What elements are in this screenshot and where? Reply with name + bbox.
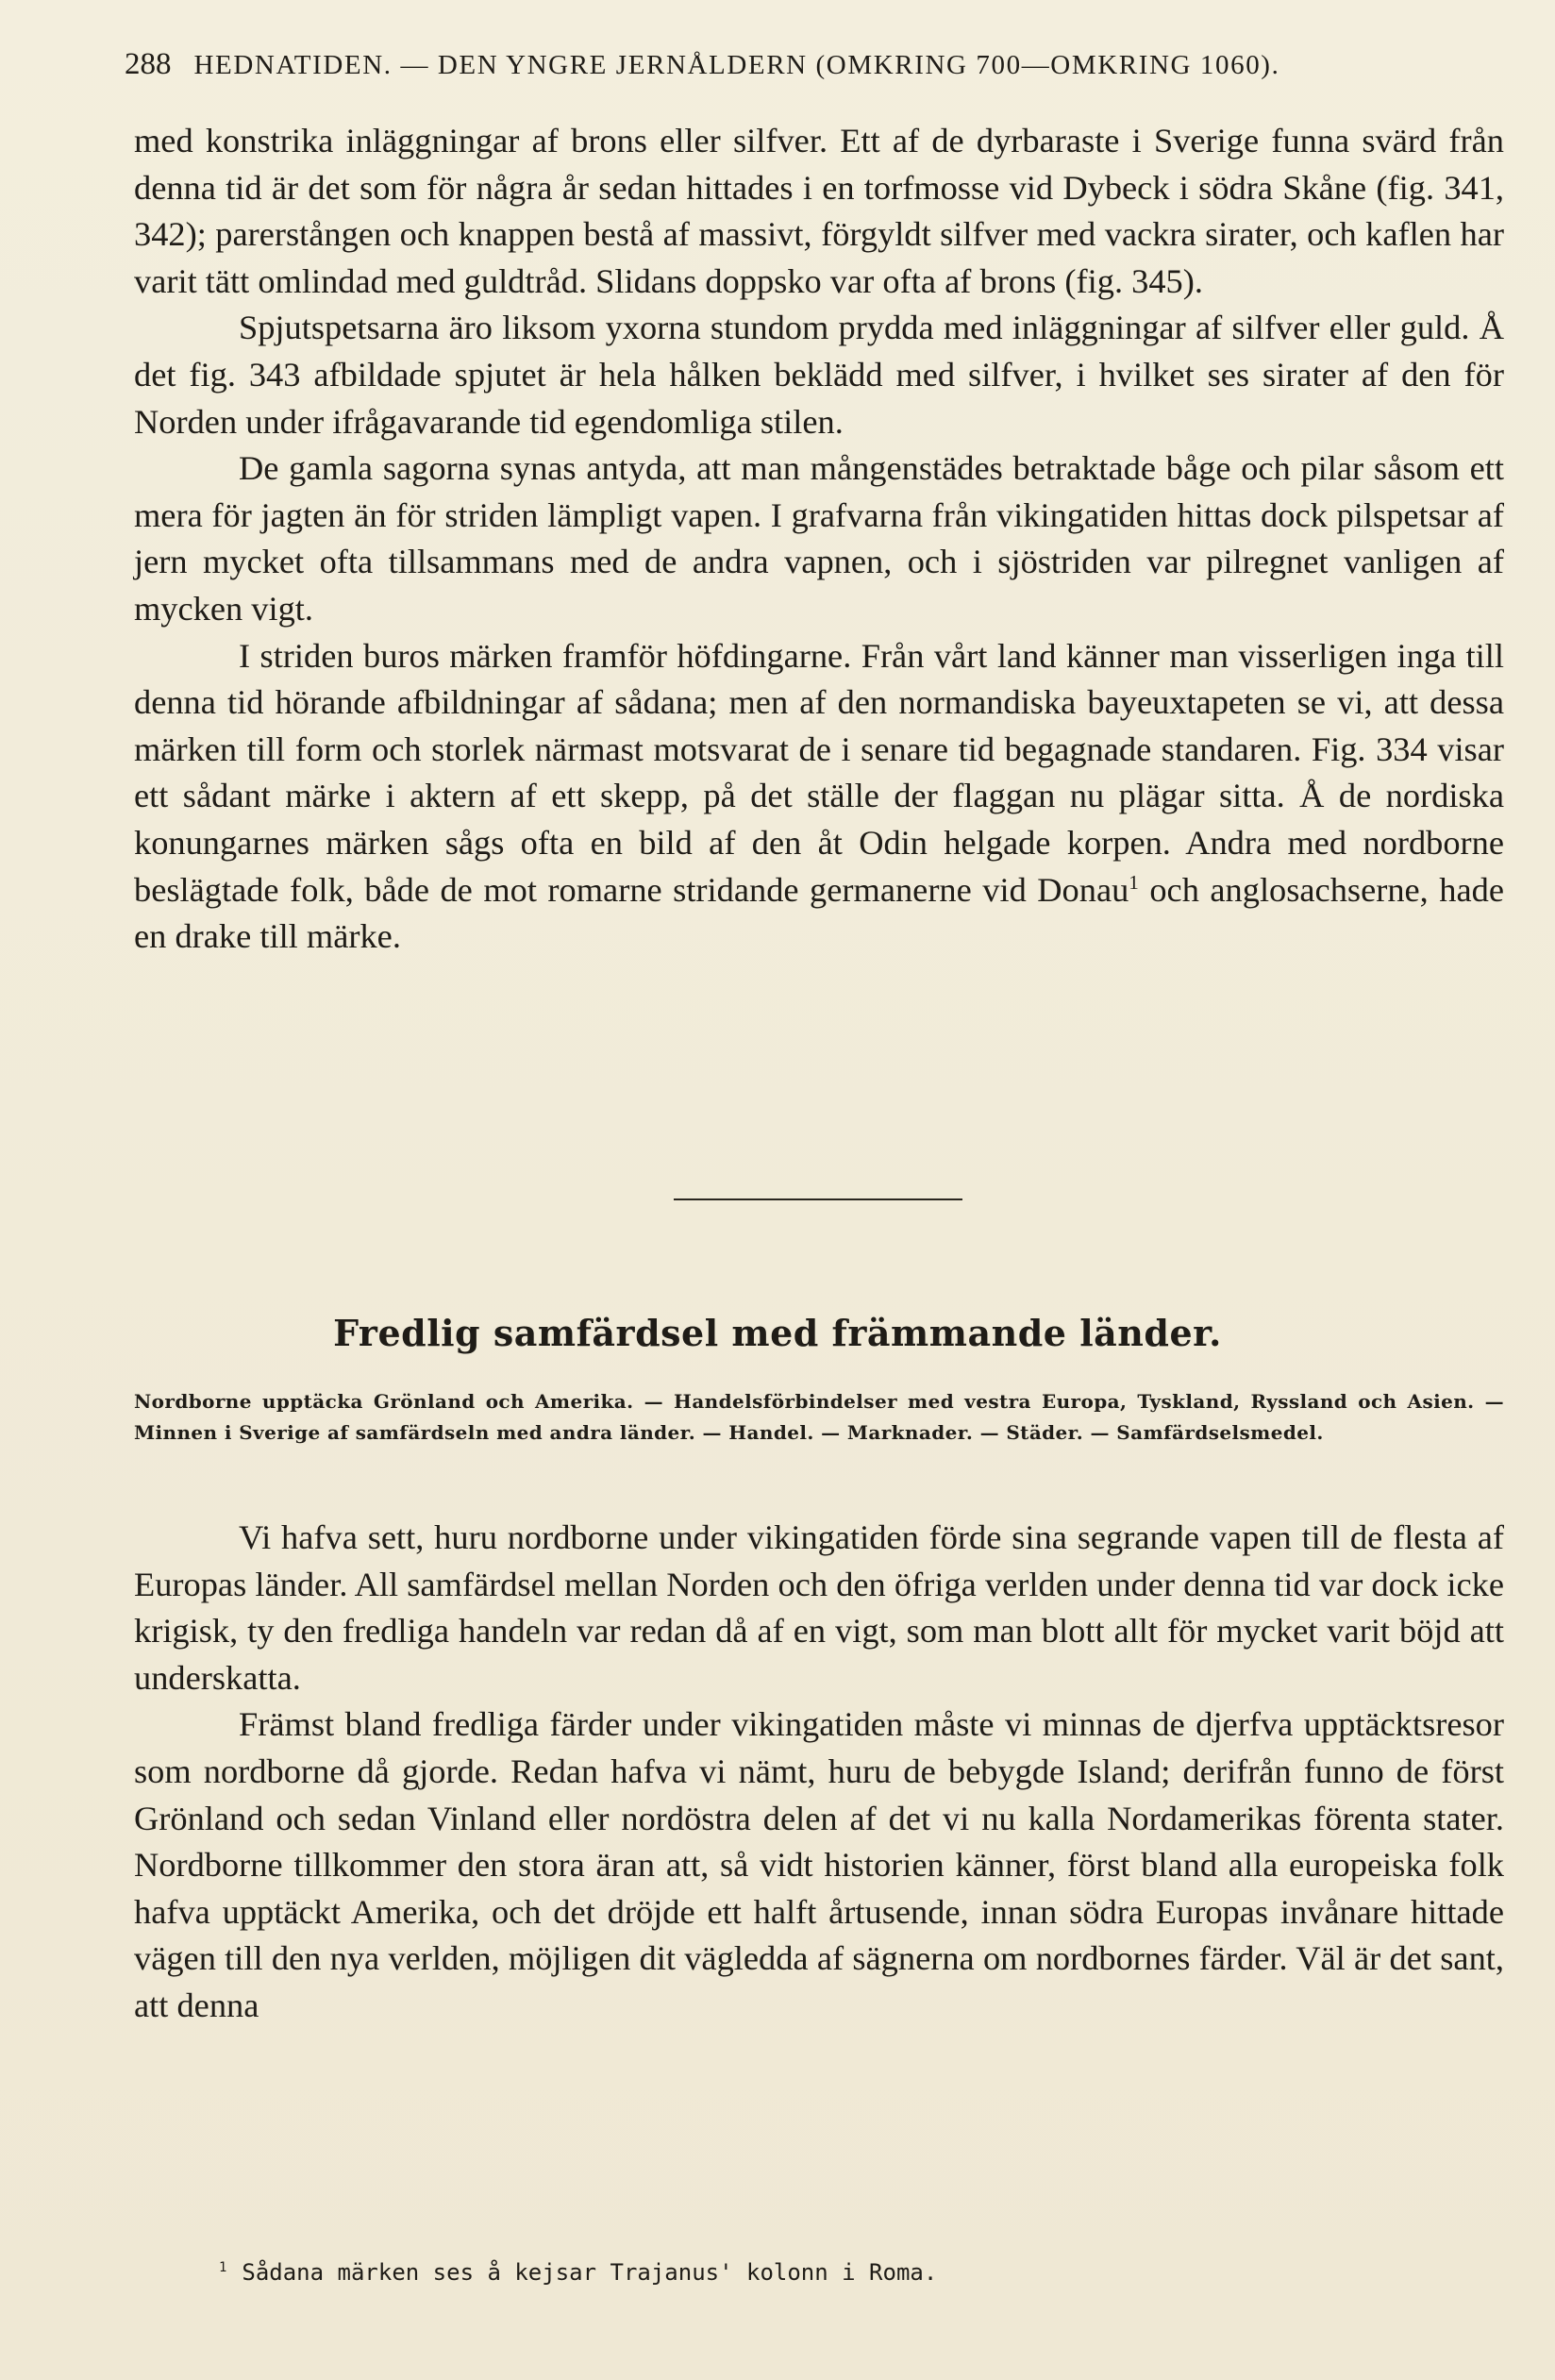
text-block-upper: [134, 118, 1504, 961]
section-divider: [674, 1198, 962, 1200]
paragraph: Främst bland fredliga färder under vikingatiden måste vi minnas de djerfva upptäcktsresor som nordborne då gjorde. Redan hafva vi nämt, huru de bebygde Island; derifrån funno de först Grönland och sedan Vinland eller nordöstra delen af det vi nu kalla Nordamerikas förenta stater. Nordborne tillkommer den stora äran att, så vidt historien känner, först bland alla europeiska folk hafva upptäckt Amerika, och det dröjde ett halft årtusende, innan södra Europas invånare hittade vägen till den nya verlden, möjligen dit vägledda af sägnerna om nordbornes färder. Väl är det sant, att denna: [134, 1705, 1504, 2024]
footnote-marker: 1: [219, 2260, 227, 2275]
section-summary: Nordborne upptäcka Grönland och Amerika. — Handelsförbindelser med vestra Europa, Tyskland, Ryssland och Asien. — Minnen i Sverige af samfärdseln med andra länder. — Handel. — Marknader. — Städer. — Samfärdselsmedel.: [134, 1390, 1504, 1444]
paragraph: Spjutspetsarna äro liksom yxorna stundom prydda med inläggningar af silfver eller guld. Å det fig. 343 afbildade spjutet är hela hålken beklädd med silfver, i hvilket ses sirater af den för Norden under ifrågavarande tid egendomliga stilen.: [134, 309, 1504, 441]
paragraph-text-cont: och anglosachserne, hade en drake till märke.: [134, 870, 1504, 956]
running-title: HEDNATIDEN. — DEN YNGRE JERNÅLDERN (OMKRING 700—OMKRING 1060).: [193, 50, 1280, 80]
paragraph-with-footnote: [134, 633, 1504, 961]
footnote-reference: 1: [1129, 870, 1139, 894]
paragraph: Vi hafva sett, huru nordborne under vikingatiden förde sina segrande vapen till de flesta af Europas länder. All samfärdsel mellan Norden och den öfriga verlden under denna tid var dock icke krigisk, ty den fredliga handeln var redan då af en vigt, som man blott allt för mycket varit böjd att underskatta.: [134, 1518, 1504, 1697]
section-title: Fredlig samfärdsel med främmande länder.: [333, 1312, 1222, 1354]
paragraph-text: I striden buros märken framför höfdingarne. Från vårt land känner man visserligen inga till denna tid hörande afbildningar af sådana; men af den normandiska bayeuxtapeten se vi, att dessa märken till form och storlek närmast motsvarat de i senare tid begagnade standaren. Fig. 334 visar ett sådant märke i aktern af ett skepp, på det ställe der flaggan nu plägar sitta. Å de nordiska konungarnes märken sågs ofta en bild af den åt Odin helgade korpen. Andra med nordborne beslägtade folk, både de mot romarne stridande germanerne vid Donau: [134, 636, 1504, 909]
footnote-text: Sådana märken ses å kejsar Trajanus' kolonn i Roma.: [242, 2259, 938, 2286]
running-header: [125, 47, 1464, 82]
page-number: 288: [125, 47, 172, 81]
paragraph: De gamla sagorna synas antyda, att man mångenstädes betraktade båge och pilar såsom ett mera för jagten än för striden lämpligt vapen. I grafvarna från vikingatiden hittas dock pilspetsar af jern mycket ofta tillsammans med de andra vapnen, och i sjöstriden var pilregnet vanligen af mycken vigt.: [134, 449, 1504, 628]
text-block-lower: [134, 1515, 1504, 2030]
paragraph: med konstrika inläggningar af brons eller silfver. Ett af de dyrbaraste i Sverige funna svärd från denna tid är det som för några år sedan hittades i en torfmosse vid Dybeck i södra Skåne (fig. 341, 342); parerstången och knappen bestå af massivt, förgyldt silfver med vackra sirater, och kaflen har varit tätt omlindad med guldtråd. Slidans doppsko var ofta af brons (fig. 345).: [134, 122, 1504, 300]
footnote: [219, 2258, 937, 2287]
